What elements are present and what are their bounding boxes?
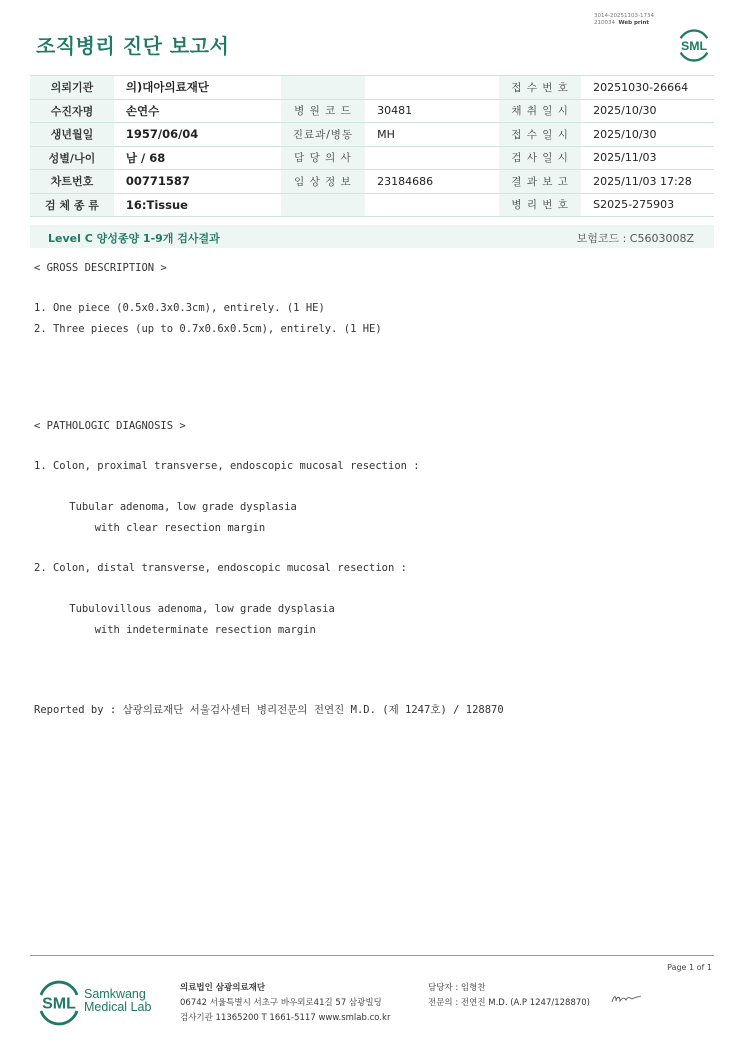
info-row: [30, 193, 714, 217]
page-title: 조직병리 진단 보고서: [36, 34, 230, 58]
info-label: 의뢰기관: [30, 76, 114, 100]
info-value: S2025-275903: [581, 193, 714, 217]
diagnosis-1-margin: with clear resection margin: [44, 522, 266, 534]
info-value: 20251030-26664: [581, 76, 714, 100]
info-value: 남 / 68: [114, 146, 281, 170]
info-value: 2025/11/03: [581, 146, 714, 170]
reported-by: Reported by : 삼광의료재단 서울검사센터 병리전문의 전연진 M.D. (제 1247호) / 128870: [34, 704, 504, 716]
info-label: 진료과/병동: [281, 123, 365, 147]
info-label: [281, 76, 365, 100]
section-title: Level C 양성종양 1-9개 검사결과: [48, 232, 220, 245]
info-label: 채 취 일 시: [499, 99, 581, 123]
info-label: 결 과 보 고: [499, 170, 581, 194]
info-value: [365, 146, 499, 170]
info-value: [365, 76, 499, 100]
footer-staff: 담당자 : 임형찬: [428, 983, 486, 993]
info-label: 병 원 코 드: [281, 99, 365, 123]
diagnosis-item-1: 1. Colon, proximal transverse, endoscopic mucosal resection :: [34, 460, 420, 472]
patient-info-table: [30, 75, 714, 217]
info-label: 접 수 일 시: [499, 123, 581, 147]
info-label: 접 수 번 호: [499, 76, 581, 100]
gross-item-2: 2. Three pieces (up to 0.7x0.6x0.5cm), entirely. (1 HE): [34, 323, 382, 335]
print-code: 210034: [594, 20, 615, 26]
footer-logo-text: SML: [42, 995, 76, 1013]
diagnosis-2-finding: Tubulovillous adenoma, low grade dysplasia: [44, 603, 335, 615]
info-label: 차트번호: [30, 170, 114, 194]
info-label: 성별/나이: [30, 146, 114, 170]
info-label: 담 당 의 사: [281, 146, 365, 170]
info-value: 16:Tissue: [114, 193, 281, 217]
print-type: Web print: [618, 20, 650, 26]
footer-address: 06742 서울특별시 서초구 바우뫼로41길 57 삼광빌딩: [180, 998, 382, 1008]
info-value: 2025/10/30: [581, 123, 714, 147]
info-value: 23184686: [365, 170, 499, 194]
info-row: [30, 170, 714, 194]
company-name-line2: Medical Lab: [84, 1000, 152, 1014]
info-row: [30, 146, 714, 170]
info-value: 의)대아의료재단: [114, 76, 281, 100]
info-value: MH: [365, 123, 499, 147]
info-label: 병 리 번 호: [499, 193, 581, 217]
diagnosis-2-margin: with indeterminate resection margin: [44, 624, 316, 636]
info-label: 검 사 일 시: [499, 146, 581, 170]
info-row: [30, 123, 714, 147]
info-label: [281, 193, 365, 217]
print-meta: [594, 13, 664, 27]
result-section-bar: [30, 225, 714, 248]
sml-logo-icon: [675, 26, 713, 64]
sml-footer-logo-icon: [36, 980, 82, 1026]
signature-icon: [610, 992, 642, 1006]
info-label: 수진자명: [30, 99, 114, 123]
diagnosis-1-finding: Tubular adenoma, low grade dysplasia: [44, 501, 297, 513]
info-label: 임 상 정 보: [281, 170, 365, 194]
info-value: [365, 193, 499, 217]
company-name: [84, 988, 151, 1014]
info-row: [30, 99, 714, 123]
info-value: 2025/11/03 17:28: [581, 170, 714, 194]
gross-item-1: 1. One piece (0.5x0.3x0.3cm), entirely. (1 HE): [34, 302, 325, 314]
diagnosis-item-2: 2. Colon, distal transverse, endoscopic mucosal resection :: [34, 562, 407, 574]
page-number: Page 1 of 1: [667, 963, 712, 972]
info-value: 손연수: [114, 99, 281, 123]
footer-doctor: 전문의 : 전연진 M.D. (A.P 1247/128870): [428, 998, 590, 1008]
print-id: 3014-20251103-1734: [594, 13, 654, 19]
info-value: 2025/10/30: [581, 99, 714, 123]
footer-registry: 검사기관 11365200 T 1661-5117 www.smlab.co.kr: [180, 1013, 391, 1023]
info-label: 생년월일: [30, 123, 114, 147]
pathologic-diagnosis-heading: < PATHOLOGIC DIAGNOSIS >: [34, 420, 186, 432]
footer-org: 의료법인 삼광의료재단: [180, 983, 266, 993]
insurance-code: 보험코드 : C5603008Z: [576, 232, 694, 245]
info-label: 검 체 종 류: [30, 193, 114, 217]
footer-divider: [30, 955, 714, 956]
info-value: 1957/06/04: [114, 123, 281, 147]
info-value: 30481: [365, 99, 499, 123]
company-name-line1: Samkwang: [84, 987, 146, 1001]
info-value: 00771587: [114, 170, 281, 194]
gross-description-heading: < GROSS DESCRIPTION >: [34, 262, 167, 274]
top-logo-text: SML: [680, 38, 708, 53]
info-row: [30, 76, 714, 100]
